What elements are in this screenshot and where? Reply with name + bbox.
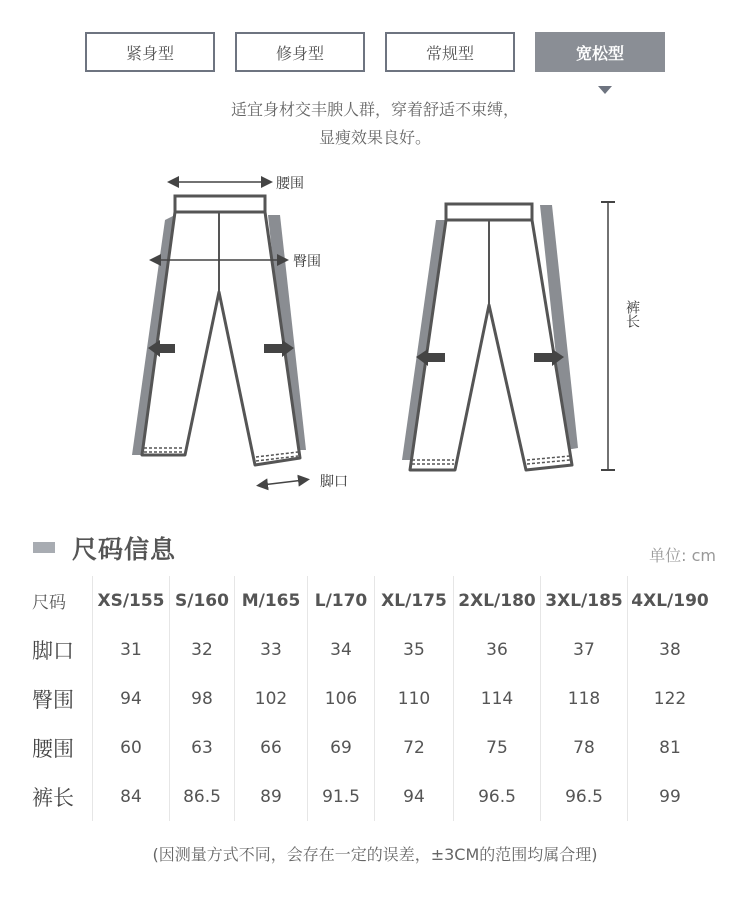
table-cell: 94 <box>93 674 170 723</box>
table-cell: 118 <box>541 674 628 723</box>
row-label: 裤长 <box>32 785 74 810</box>
size-cell: 4XL/190 <box>628 576 713 625</box>
row-label: 脚口 <box>32 638 74 663</box>
pants-measurement-diagram <box>0 160 750 510</box>
size-table <box>32 576 712 821</box>
tab-loose-fit[interactable]: 宽松型 <box>535 32 665 72</box>
row-label: 腰围 <box>32 736 74 761</box>
table-cell: 110 <box>375 674 454 723</box>
table-cell: 106 <box>308 674 375 723</box>
waist-label: 腰围 <box>276 176 304 192</box>
table-row <box>32 625 712 674</box>
active-tab-pointer-icon <box>598 86 612 94</box>
unit-label: 单位: cm <box>649 546 716 565</box>
table-cell: 98 <box>170 674 235 723</box>
table-cell: 96.5 <box>541 772 628 821</box>
table-cell: 32 <box>170 625 235 674</box>
front-pants-icon <box>132 196 306 465</box>
table-cell: 78 <box>541 723 628 772</box>
table-cell: 75 <box>454 723 541 772</box>
size-cell: XS/155 <box>93 576 170 625</box>
row-label: 臀围 <box>32 687 74 712</box>
table-cell: 72 <box>375 723 454 772</box>
tab-regular-fit[interactable]: 常规型 <box>385 32 515 72</box>
table-cell: 34 <box>308 625 375 674</box>
table-cell: 84 <box>93 772 170 821</box>
hem-label: 脚口 <box>320 474 348 490</box>
table-cell: 91.5 <box>308 772 375 821</box>
size-cell: S/160 <box>170 576 235 625</box>
table-cell: 96.5 <box>454 772 541 821</box>
table-cell: 81 <box>628 723 713 772</box>
table-cell: 35 <box>375 625 454 674</box>
table-cell: 86.5 <box>170 772 235 821</box>
table-cell: 63 <box>170 723 235 772</box>
description-line-2: 显瘦效果良好。 <box>318 128 431 147</box>
measurement-note: (因测量方式不同，会存在一定的误差，±3CM的范围均属合理) <box>152 845 598 864</box>
size-header-label: 尺码 <box>32 593 66 613</box>
length-label: 裤长 <box>624 300 640 328</box>
size-cell: XL/175 <box>375 576 454 625</box>
section-bar-icon <box>33 542 55 553</box>
table-cell: 36 <box>454 625 541 674</box>
table-cell: 69 <box>308 723 375 772</box>
table-cell: 102 <box>235 674 308 723</box>
tab-tailored-fit[interactable]: 修身型 <box>235 32 365 72</box>
size-cell: 3XL/185 <box>541 576 628 625</box>
fit-description <box>0 96 750 152</box>
size-cell: 2XL/180 <box>454 576 541 625</box>
back-pants-icon <box>402 204 578 470</box>
size-cell: M/165 <box>235 576 308 625</box>
table-cell: 122 <box>628 674 713 723</box>
table-cell: 99 <box>628 772 713 821</box>
table-cell: 31 <box>93 625 170 674</box>
fit-tabs <box>85 32 667 76</box>
size-header-row <box>32 576 712 625</box>
size-cell: L/170 <box>308 576 375 625</box>
table-row <box>32 723 712 772</box>
table-cell: 37 <box>541 625 628 674</box>
table-cell: 66 <box>235 723 308 772</box>
table-cell: 38 <box>628 625 713 674</box>
table-cell: 33 <box>235 625 308 674</box>
table-cell: 94 <box>375 772 454 821</box>
table-cell: 89 <box>235 772 308 821</box>
table-cell: 114 <box>454 674 541 723</box>
pants-diagram-svg <box>0 160 750 510</box>
table-cell: 60 <box>93 723 170 772</box>
table-row <box>32 674 712 723</box>
hip-label: 臀围 <box>293 254 321 270</box>
tab-slim-fit[interactable]: 紧身型 <box>85 32 215 72</box>
table-row <box>32 772 712 821</box>
section-title: 尺码信息 <box>72 535 177 564</box>
description-line-1: 适宜身材交丰腴人群，穿着舒适不束缚， <box>230 100 519 119</box>
